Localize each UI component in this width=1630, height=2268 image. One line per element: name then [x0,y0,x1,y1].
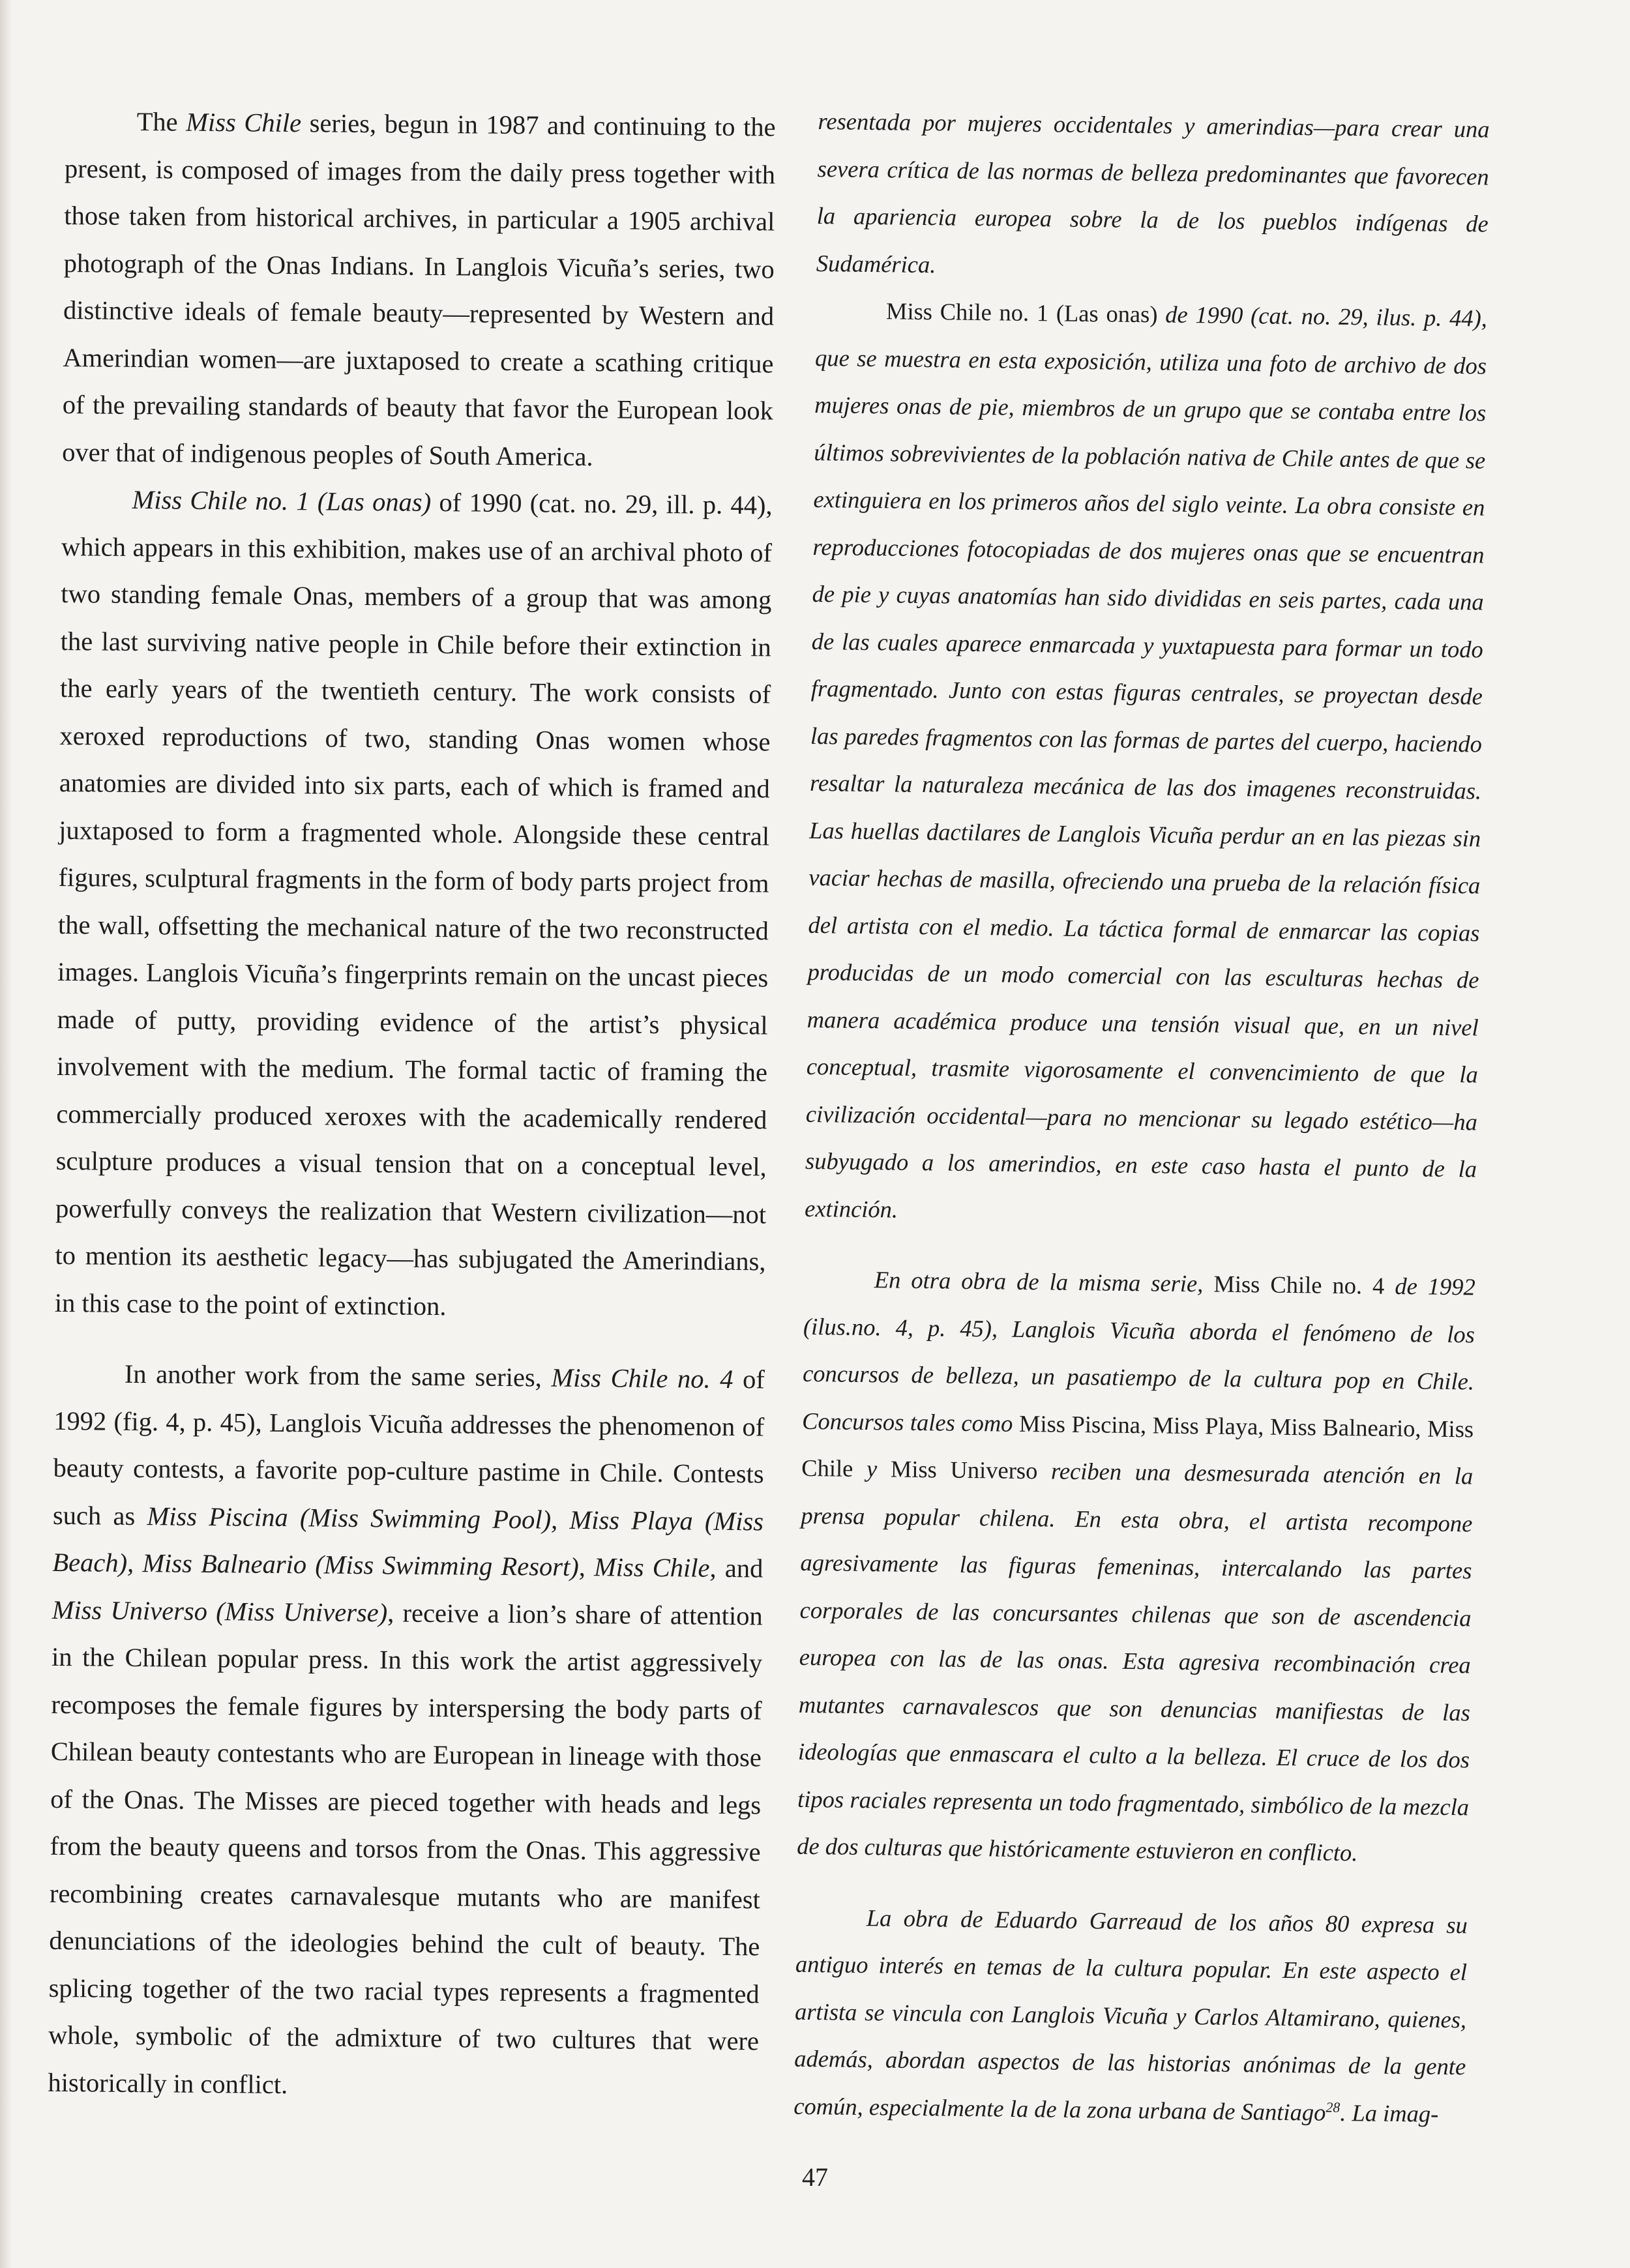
english-paragraph-1: The Miss Chile series, begun in 1987 and continuing to the present, is composed of images from the daily press together with those taken from historical archives, in particular a 1905 archival photograph of the Onas Indians. In Langlois Vicuña’s series, two distinctive ideals of female beauty—represented by Western and Amerindian women—are juxtaposed to create a scathing critique of the prevailing standards of beauty that favor the European look over that of indigenous peoples of South America. [62,106,776,471]
english-paragraph-2: Miss Chile no. 1 (Las onas) of 1990 (cat. no. 29, ill. p. 44), which appears in this exhibition, makes use of an archival photo of two standing female Onas, members of a group that was among the last surviving native people in Chile before their extinction in the early years of the twentieth century. The work consists of xeroxed reproductions of two, standing Onas women whose anatomies are divided into six parts, each of which is framed and juxtaposed to form a fragmented whole. Alongside these central figures, sculptural fragments in the form of body parts project from the wall, offsetting the mechanical nature of the two reconstructed images. Langlois Vicuña’s fingerprints remain on the uncast pieces made of putty, providing evidence of the artist’s physical involvement with the medium. The formal tactic of framing the commercially produced xeroxes with the academically rendered sculpture produces a visual tension that on a conceptual level, powerfully conveys the realization that Western civilization—not to mention its aesthetic legacy—has subjugated the Amerindians, in this case to the point of extinction. [54,484,773,1321]
english-column [48,98,776,2112]
spanish-paragraph-1: resentada por mujeres occidentales y amerindias—para crear una severa crítica de las normas de belleza predominantes que favorecen la apariencia europea sobre la de los pueblos indígenas de Sudamérica. [816,107,1490,278]
spanish-paragraph-2: Miss Chile no. 1 (Las onas) de 1990 (cat. no. 29, ilus. p. 44), que se muestra en esta exposición, utiliza una foto de archivo de dos mujeres onas de pie, miembros de un grupo que se contaba entre los últimos sobrevivientes de la población nativa de Chile antes de que se extinguiera en los primeros años del siglo veinte. La obra consiste en reproducciones fotocopiadas de dos mujeres onas que se encuentran de pie y cuyas anatomías han sido divididas en seis partes, cada una de las cuales aparece enmarcada y yuxtapuesta para formar un todo fragmentado. Junto con estas figuras centrales, se proyectan desde las paredes fragmentos con las formas de partes del cuerpo, haciendo resaltar la naturaleza mecánica de las dos imagenes reconstruidas. Las huellas dactilares de Langlois Vicuña perdur an en las piezas sin vaciar hechas de masilla, ofreciendo una prueba de la relación física del artista con el medio. La táctica formal de enmarcar las copias producidas de un modo comercial con las esculturas hechas de manera académica produce una tensión visual que, en un nivel conceptual, trasmite vigorosamente el convencimiento de que la civilización occidental—para no mencionar su legado estético—ha subyugado a los amerindios, en este caso hasta el punto de la extinción. [804,297,1488,1223]
footnote-reference: 28 [1326,2099,1341,2115]
english-paragraph-3: In another work from the same series, Miss Chile no. 4 of 1992 (fig. 4, p. 45), Langlois Vicuña addresses the phenomenon of beauty contests, a favorite pop-culture pastime in Chile. Contests such as Miss Piscina (Miss Swimming Pool), Miss Playa (Miss Beach), Miss Balneario (Miss Swimming Resort), Miss Chile, and Miss Universo (Miss Universe), receive a lion’s share of attention in the Chilean popular press. In this work the artist aggressively recomposes the female figures by interspersing the body parts of Chilean beauty contestants who are European in lineage with those of the Onas. The Misses are pieced together with heads and legs from the beauty queens and torsos from the Onas. This aggressive recombining creates carnavalesque mutants who are manifest denunciations of the ideologies behind the cult of beauty. The splicing together of the two racial types represents a fragmented whole, symbolic of the admixture of two cultures that were historically in conflict. [48,1359,765,2099]
page-number: 47 [802,2162,828,2192]
page-edge [0,0,12,2268]
spanish-paragraph-3: En otra obra de la misma serie, Miss Chile no. 4 de 1992 (ilus.no. 4, p. 45), Langlois Vicuña aborda el fenómeno de los concursos de belleza, un pasatiempo de la cultura pop en Chile. Concursos tales como Miss Piscina, Miss Playa, Miss Balneario, Miss Chile y Miss Universo reciben una desmesurada atención en la prensa popular chilena. En esta obra, el artista recompone agresivamente las figuras femeninas, intercalando las partes corporales de las concursantes chilenas que son de ascendencia europea con las de las onas. Esta agresiva recombinación crea mutantes carnavalescos que son denuncias manifiestas de las ideologías que enmascara el culto a la belleza. El cruce de los dos tipos raciales representa un todo fragmentado, simbólico de la mezcla de dos culturas que históricamente estuvieron en conflicto. [796,1266,1476,1866]
spanish-column [793,98,1490,2138]
spanish-paragraph-4: La obra de Eduardo Garreaud de los años 80 expresa su antiguo interés en temas de la cultura popular. En este aspecto el artista se vincula con Langlois Vicuña y Carlos Altamirano, quienes, además, abordan aspectos de las historias anónimas de la gente común, especialmente la de la zona urbana de Santiago$^{28}$. La imag- [793,1904,1468,2127]
